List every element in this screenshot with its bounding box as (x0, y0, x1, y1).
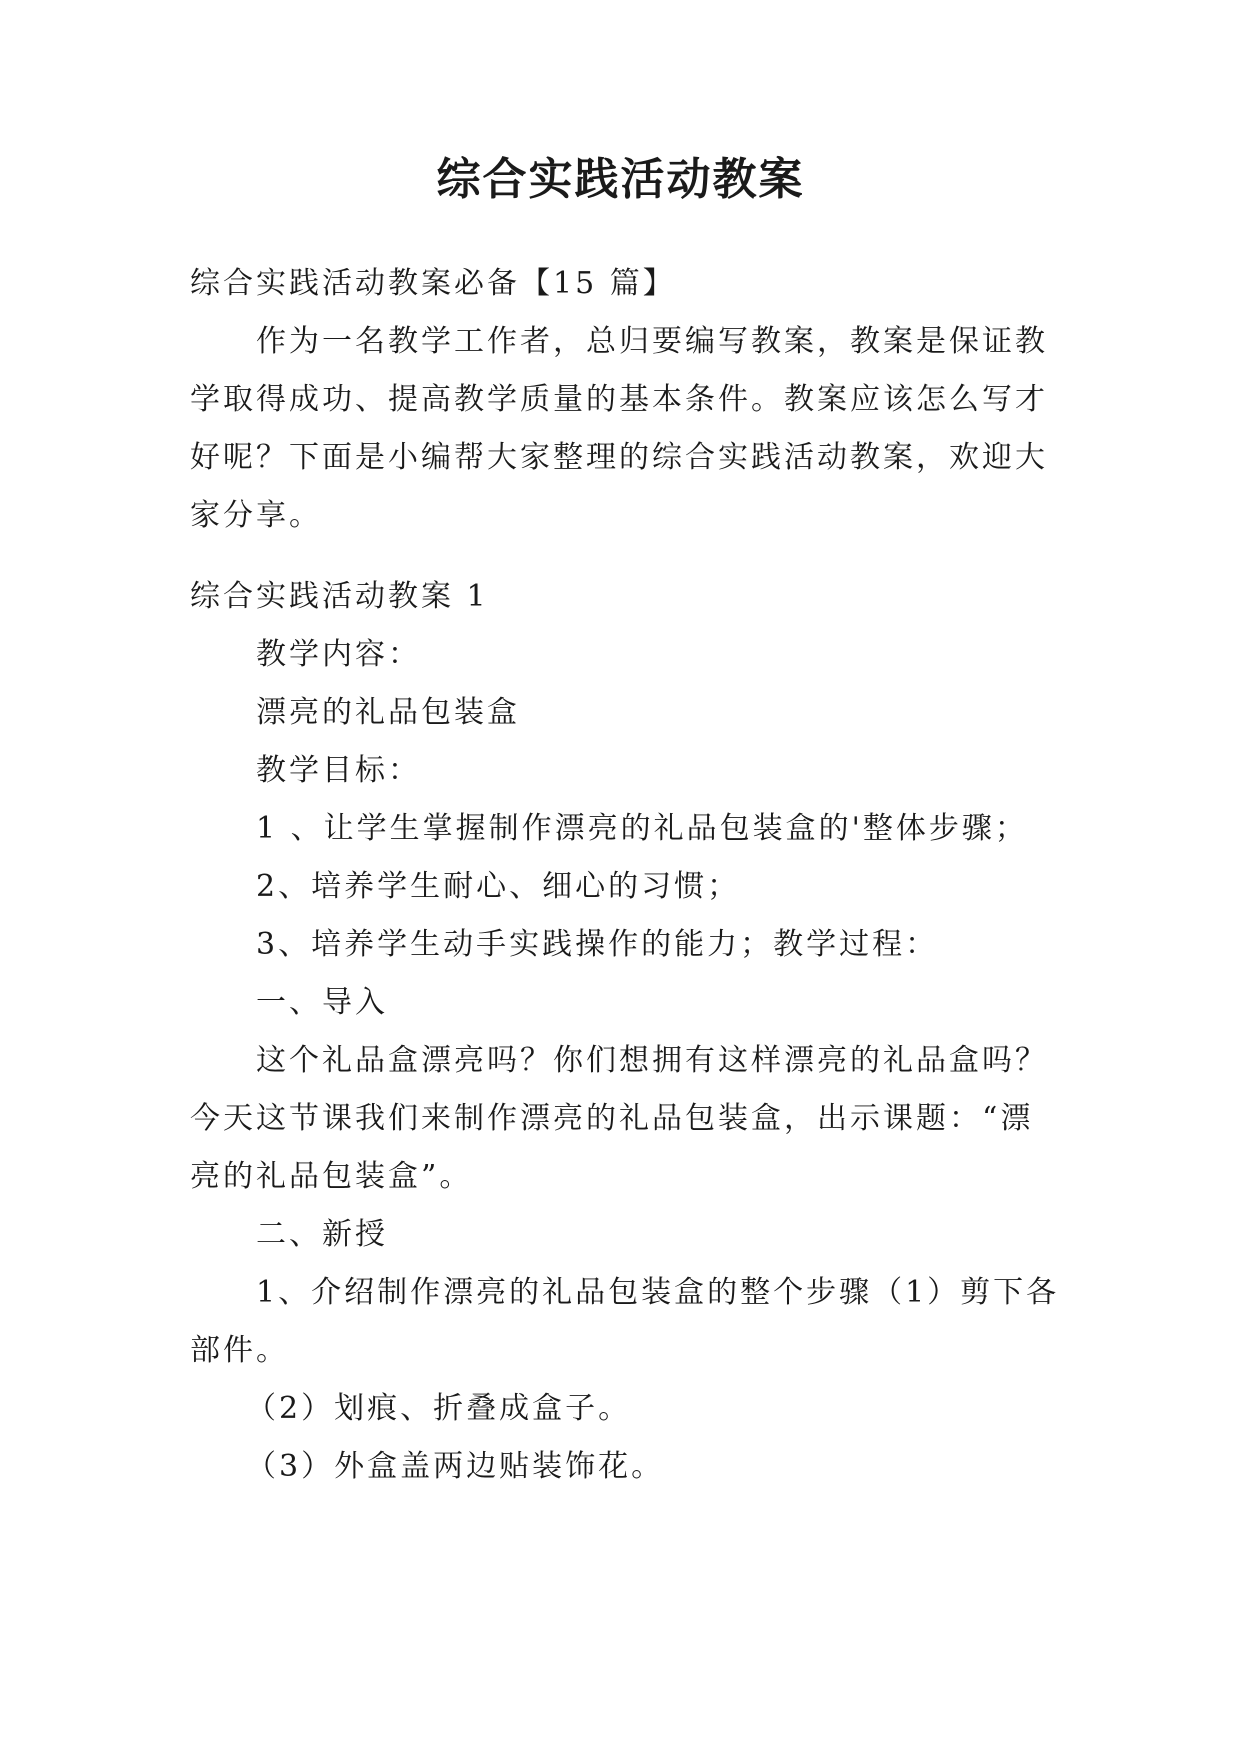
step-item: （3）外盒盖两边贴装饰花。 (246, 1449, 665, 1484)
paragraph-line: 亮的礼品包装盒”。 (190, 1159, 473, 1194)
goal-item: 1 、让学生掌握制作漂亮的礼品包装盒的'整体步骤； (256, 811, 1028, 846)
intro-paragraph-line: 作为一名教学工作者，总归要编写教案，教案是保证教 (256, 324, 1048, 359)
goal-item: 3、培养学生动手实践操作的能力；教学过程： (256, 927, 939, 962)
lesson-heading: 综合实践活动教案 1 (190, 579, 489, 614)
intro-section (190, 255, 1050, 545)
intro-paragraph-line: 学取得成功、提高教学质量的基本条件。教案应该怎么写才 (190, 382, 1048, 417)
section-heading: 一、导入 (256, 985, 388, 1020)
paragraph-line: 部件。 (190, 1333, 289, 1368)
goal-item: 2、培养学生耐心、细心的习惯； (256, 869, 741, 904)
paragraph-line: 这个礼品盒漂亮吗？你们想拥有这样漂亮的礼品盒吗？ (256, 1043, 1048, 1078)
goals-label: 教学目标： (256, 753, 421, 788)
document-title: 综合实践活动教案 (436, 154, 805, 205)
lesson-section (190, 568, 1060, 1496)
content-label: 教学内容： (256, 637, 421, 672)
paragraph-line: 1、介绍制作漂亮的礼品包装盒的整个步骤（1）剪下各 (256, 1275, 1060, 1310)
section-heading: 二、新授 (256, 1217, 388, 1252)
content-text: 漂亮的礼品包装盒 (256, 695, 520, 730)
intro-paragraph-line: 家分享。 (190, 498, 322, 533)
step-item: （2）划痕、折叠成盒子。 (246, 1391, 632, 1426)
paragraph-line: 今天这节课我们来制作漂亮的礼品包装盒，出示课题：“漂 (190, 1101, 1034, 1136)
intro-paragraph-line: 好呢？下面是小编帮大家整理的综合实践活动教案，欢迎大 (190, 440, 1048, 475)
collection-heading: 综合实践活动教案必备【15 篇】 (190, 266, 676, 301)
